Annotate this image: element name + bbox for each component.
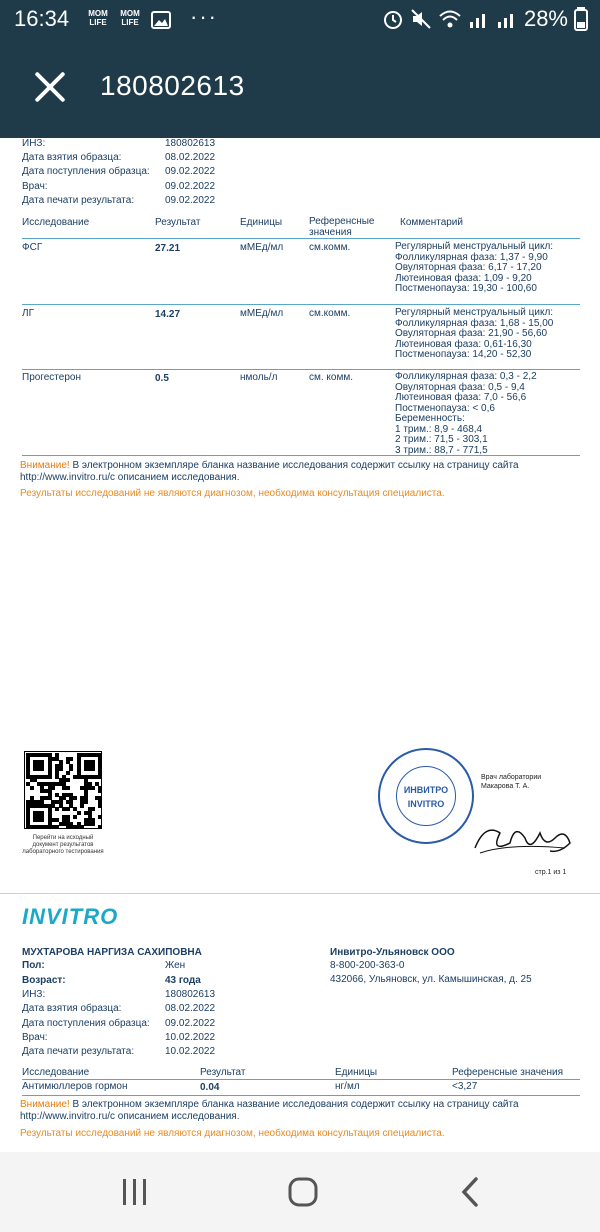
wifi-icon: [438, 8, 462, 30]
column-header-result: Результат: [200, 1067, 246, 1078]
qr-module: [80, 804, 84, 808]
ref-value: см. комм.: [309, 372, 354, 383]
field-label: Врач:: [22, 1032, 48, 1043]
recents-icon[interactable]: [115, 1174, 155, 1210]
field-value: 08.02.2022: [165, 152, 216, 163]
qr-module: [59, 767, 63, 771]
qr-module: [98, 789, 102, 793]
mute-icon: [410, 8, 432, 30]
qr-module: [73, 815, 77, 819]
units-value: мМЕд/мл: [240, 242, 284, 253]
invitro-logo: INVITRO: [22, 904, 119, 929]
qr-module: [84, 800, 88, 804]
ref-value: <3,27: [452, 1081, 478, 1092]
field-label: Дата поступления образца:: [22, 1018, 150, 1029]
column-header-units: Единицы: [335, 1067, 378, 1078]
app-bar: [0, 40, 600, 138]
doctor-title: Врач лаборатории: [481, 774, 542, 781]
qr-module: [69, 767, 73, 771]
units-value: мМЕд/мл: [240, 308, 284, 319]
divider: [22, 238, 580, 239]
qr-module: [66, 786, 70, 790]
column-header-ref: Референсные значения: [309, 216, 375, 238]
age-value: 43 года: [165, 975, 201, 986]
warning-link-line: http://www.invitro.ru/с описанием исследования.: [20, 472, 240, 483]
lab-name: Инвитро-Ульяновск ООО: [330, 947, 455, 958]
qr-module: [98, 804, 102, 808]
back-icon[interactable]: [452, 1174, 492, 1210]
sex-label: Пол:: [22, 960, 45, 971]
test-name-progesterone[interactable]: Прогестерон: [22, 372, 81, 383]
qr-module: [48, 775, 52, 779]
field-value: 09.02.2022: [165, 195, 216, 206]
invitro-link[interactable]: http://www.invitro.ru/: [20, 472, 111, 483]
ref-value: см.комм.: [309, 308, 351, 319]
document-view[interactable]: [0, 138, 600, 1152]
doctor-name: Макарова Т. А.: [481, 783, 530, 790]
qr-module: [30, 786, 34, 790]
sex-value: Жен: [165, 960, 186, 971]
qr-module: [91, 822, 95, 826]
comment-text: Регулярный менструальный цикл: Фолликулярная фаза: 1,68 - 15,00 Овуляторная фаза: 21,90 - 56,60 Лютеиновая фаза: 0,61-16,30 Постменопауза: 14,20 - 52,30: [395, 307, 554, 360]
momlife-app-icon: MOM LIFE: [120, 9, 140, 27]
qr-module: [73, 796, 77, 800]
battery-icon: [574, 7, 588, 31]
divider: [22, 369, 580, 370]
lab-stamp: [378, 748, 474, 844]
result-value: 27.21: [155, 243, 181, 254]
qr-module: [66, 778, 70, 782]
units-value: нг/мл: [335, 1081, 360, 1092]
divider: [22, 455, 580, 456]
result-value: 0.5: [155, 373, 169, 384]
field-label: Врач:: [22, 181, 48, 192]
qr-module: [40, 767, 44, 771]
column-header-comment: Комментарий: [400, 217, 463, 228]
qr-module: [80, 825, 84, 829]
column-header-test: Исследование: [22, 1067, 90, 1078]
warning-note: Внимание! В электронном экземпляре бланка название исследования содержит ссылку на страницу сайта: [20, 460, 519, 471]
battery-percent: 28%: [523, 6, 568, 31]
field-value: 08.02.2022: [165, 1003, 216, 1014]
field-label: ИНЗ:: [22, 138, 46, 149]
field-label: ИНЗ:: [22, 989, 46, 1000]
lab-phone: 8-800-200-363-0: [330, 960, 405, 971]
result-value: 14.27: [155, 309, 181, 320]
qr-module: [66, 771, 70, 775]
alarm-icon: [382, 8, 404, 30]
result-value: 0.04: [200, 1082, 220, 1093]
test-name-amh[interactable]: Антимюллеров гормон: [22, 1081, 128, 1092]
qr-module: [91, 767, 95, 771]
column-header-ref: Референсные значения: [452, 1067, 564, 1078]
close-icon[interactable]: [30, 67, 70, 107]
invitro-link[interactable]: http://www.invitro.ru/: [20, 1111, 111, 1122]
qr-module: [40, 818, 44, 822]
divider: [22, 304, 580, 305]
ref-value: см.комм.: [309, 242, 351, 253]
field-value: 09.02.2022: [165, 1018, 216, 1029]
lab-address: 432066, Ульяновск, ул. Камышинская, д. 25: [330, 974, 532, 985]
field-label: Дата взятия образца:: [22, 152, 122, 163]
field-value: 09.02.2022: [165, 181, 216, 192]
stamp-text: ИНВИТРО INVITRO: [396, 766, 456, 826]
disclaimer: Результаты исследований не являются диагнозом, необходима консультация специалиста.: [20, 488, 445, 499]
qr-module: [98, 825, 102, 829]
patient-name: МУХТАРОВА НАРГИЗА САХИПОВНА: [22, 947, 202, 958]
qr-module: [55, 825, 59, 829]
signal-icon: [496, 8, 518, 30]
column-header-test: Исследование: [22, 217, 90, 228]
qr-caption: Перейти на исходный документ результатов лабораторного тестирования: [22, 835, 104, 855]
qr-module: [98, 775, 102, 779]
age-label: Возраст:: [22, 975, 66, 986]
qr-module: [66, 807, 70, 811]
signature-image: [470, 813, 580, 863]
qr-module: [91, 807, 95, 811]
home-icon[interactable]: [282, 1174, 322, 1210]
qr-module: [77, 811, 81, 815]
navigation-bar: [0, 1152, 600, 1232]
warning-note: Внимание! В электронном экземпляре бланка название исследования содержит ссылку на страницу сайта: [20, 1099, 519, 1110]
page-number: стр.1 из 1: [535, 869, 567, 876]
divider: [22, 1095, 580, 1096]
qr-module: [69, 757, 73, 761]
qr-module: [51, 786, 55, 790]
test-name-lh[interactable]: ЛГ: [22, 308, 34, 319]
momlife-app-icon: MOM LIFE: [88, 9, 108, 27]
gallery-icon: [151, 11, 171, 29]
field-label: Дата взятия образца:: [22, 1003, 122, 1014]
comment-text: Регулярный менструальный цикл: Фолликулярная фаза: 1,37 - 9,90 Овуляторная фаза: 6,17 - 17,20 Лютеиновая фаза: 1,09 - 9,20 Постменопауза: 19,30 - 100,60: [395, 241, 554, 294]
divider: [22, 1079, 580, 1080]
qr-module: [91, 786, 95, 790]
units-value: нмоль/л: [240, 372, 278, 383]
qr-module: [55, 807, 59, 811]
field-value: 180802613: [165, 989, 216, 1000]
field-value: 10.02.2022: [165, 1032, 216, 1043]
qr-code[interactable]: [24, 751, 102, 829]
status-time: 16:34: [14, 6, 70, 31]
page-separator: [0, 893, 600, 894]
field-label: Дата печати результата:: [22, 195, 135, 206]
signal-icon: [468, 8, 490, 30]
test-name-fsh[interactable]: ФСГ: [22, 242, 43, 253]
disclaimer: Результаты исследований не являются диагнозом, необходима консультация специалиста.: [20, 1128, 445, 1139]
status-bar: [0, 0, 600, 40]
warning-link-line: http://www.invitro.ru/с описанием исследования.: [20, 1111, 240, 1122]
field-label: Дата поступления образца:: [22, 166, 150, 177]
field-label: Дата печати результата:: [22, 1046, 135, 1057]
column-header-units: Единицы: [240, 217, 283, 228]
field-value: 10.02.2022: [165, 1046, 216, 1057]
field-value: 180802613: [165, 138, 216, 149]
comment-text: Фолликулярная фаза: 0,3 - 2,2 Овуляторная фаза: 0,5 - 9,4 Лютеиновая фаза: 7,0 - 56,6 Постменопауза: < 0,6 Беременность: 1 трим.: 8,9 - 468,4 2 трим.: 71,5 - 303,1 3 трим.: 88,7 - 771,5: [395, 371, 537, 456]
page-title: 180802613: [100, 70, 245, 101]
field-value: 09.02.2022: [165, 166, 216, 177]
column-header-result: Результат: [155, 217, 201, 228]
more-icon: ···: [190, 4, 218, 29]
qr-module: [98, 815, 102, 819]
